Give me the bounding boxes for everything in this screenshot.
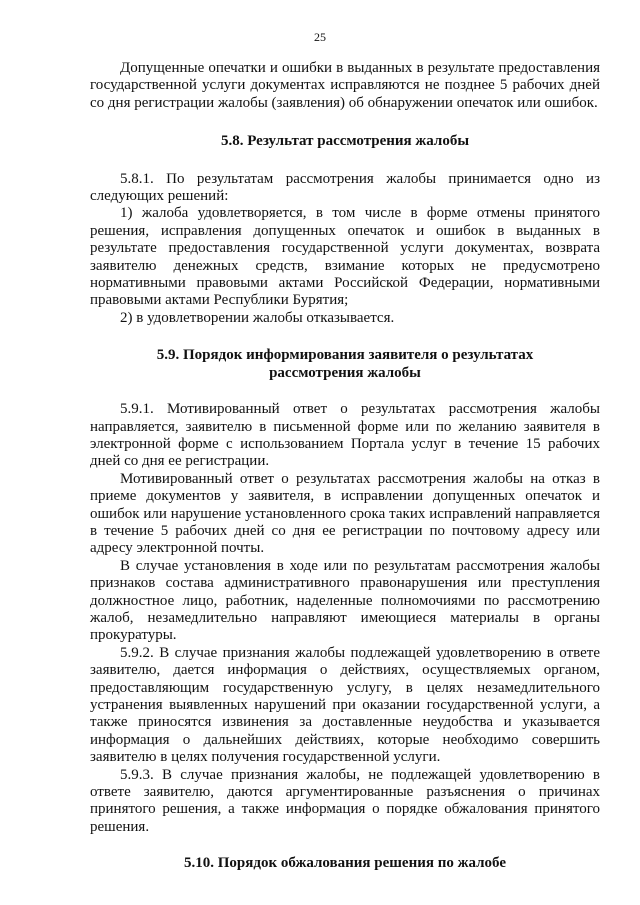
paragraph-5-9-1-prosecution: В случае установления в ходе или по результатам рассмотрения жалобы признаков состава административного правонарушения или преступления должностное лицо, работник, наделенные полномочиями по рассмотрению жалоб, незамедлительно направляют имеющиеся материалы в органы прокуратуры. — [90, 557, 600, 644]
document-body — [90, 60, 600, 873]
section-5-10-heading: 5.10. Порядок обжалования решения по жалобе — [183, 855, 507, 872]
paragraph-5-8-1-item-2: 2) в удовлетворении жалобы отказывается. — [120, 309, 395, 326]
paragraph-5-9-1-refusal: Мотивированный ответ о результатах рассмотрения жалобы на отказ в приеме документов у заявителя, в исправлении допущенных опечаток и ошибок или нарушение установленного срока таких исправлений направляется в течение 5 рабочих дней со дня ее регистрации по почтовому адресу или адресу электронной почты. — [90, 470, 600, 557]
intro-paragraph: Допущенные опечатки и ошибки в выданных в результате предоставления государственной услуги документах исправляются не позднее 5 рабочих дней со дня регистрации жалобы (заявления) об обнаружении опечаток или ошибок. — [90, 60, 600, 111]
section-5-9-heading-line-2: рассмотрения жалобы — [269, 364, 421, 381]
paragraph-5-9-3: 5.9.3. В случае признания жалобы, не подлежащей удовлетворению в ответе заявителю, даются аргументированные разъяснения о причинах принятого решения, а также информация о порядке обжалования принятого решения. — [90, 766, 600, 835]
section-5-9-heading-line-1: 5.9. Порядок информирования заявителя о результатах — [156, 347, 534, 364]
page-number: 25 — [314, 30, 326, 44]
paragraph-5-8-1-item-1: 1) жалоба удовлетворяется, в том числе в форме отмены принятого решения, исправления допущенных опечаток и ошибок в выданных в результате предоставления государственной услуги документах, возврата заявителю денежных средств, взимание которых не предусмотрено нормативными правовыми актами Российской Федерации, нормативными правовыми актами Республики Бурятия; — [90, 205, 600, 309]
paragraph-5-8-1: 5.8.1. По результатам рассмотрения жалобы принимается одно из следующих решений: — [90, 170, 600, 205]
paragraph-5-9-1: 5.9.1. Мотивированный ответ о результатах рассмотрения жалобы направляется, заявителю в письменной форме или по желанию заявителя в электронной форме с использованием Портала услуг в течение 15 рабочих дней со дня ее регистрации. — [90, 401, 600, 470]
paragraph-5-9-2: 5.9.2. В случае признания жалобы подлежащей удовлетворению в ответе заявителю, дается информация о действиях, осуществляемых органом, предоставляющим государственную услугу, в целях незамедлительного устранения выявленных нарушений при оказании государственной услуги, а также приносятся извинения за доставленные неудобства и указывается информация о дальнейших действиях, которые необходимо совершить заявителю в целях получения государственной услуги. — [90, 644, 600, 766]
section-5-9-heading — [90, 347, 600, 382]
section-5-8-heading: 5.8. Результат рассмотрения жалобы — [220, 133, 470, 150]
